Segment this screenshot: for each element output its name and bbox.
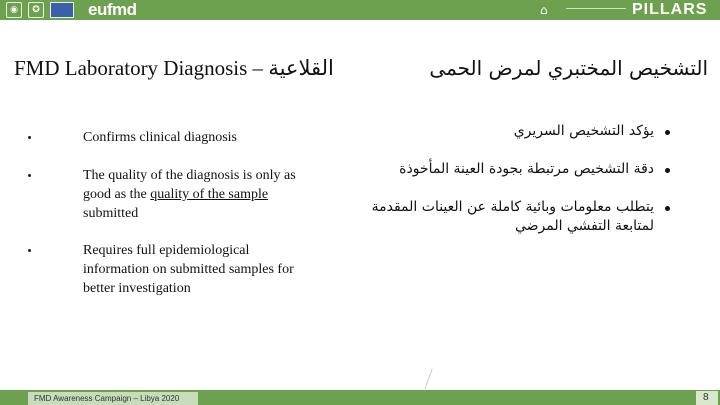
pillars-emblem-icon: ⌂ xyxy=(540,3,548,17)
bullet-text: دقة التشخيص مرتبطة بجودة العينة المأخوذة xyxy=(399,161,654,177)
bullet-text: Confirms clinical diagnosis xyxy=(83,130,237,145)
bullet-item xyxy=(28,166,318,223)
bullet-list-arabic xyxy=(354,122,654,236)
bullet-dot xyxy=(28,174,31,177)
slide-title-arabic: التشخيص المختبري لمرض الحمى xyxy=(429,56,708,80)
bullet-text: submitted xyxy=(83,206,139,221)
decorative-line xyxy=(424,368,432,389)
bullet-text: The quality of the diagnosis is only as good as the xyxy=(83,168,296,202)
bullet-item xyxy=(354,160,654,179)
bullet-dot xyxy=(28,249,31,252)
bullet-item xyxy=(28,241,318,298)
bullet-item xyxy=(28,128,318,147)
eu-flag-icon xyxy=(50,2,74,18)
footer-campaign-text: FMD Awareness Campaign – Libya 2020 xyxy=(34,394,180,403)
emblem-logo-icon: ✪ xyxy=(28,2,44,18)
bullet-list-english xyxy=(28,128,318,298)
brand-logo: eufmd xyxy=(88,0,137,19)
bullet-dot xyxy=(28,136,31,139)
bullet-dot xyxy=(665,206,670,211)
bullet-text: Requires full epidemiological information on submitted samples for better investigation xyxy=(83,243,294,296)
underlined-phrase: quality of the sample xyxy=(150,187,269,202)
bullet-dot xyxy=(665,168,670,173)
bullet-text: يتطلب معلومات وبائية كاملة عن العينات المقدمة لمتابعة التفشي المرضي xyxy=(371,199,654,234)
bullet-dot xyxy=(665,130,670,135)
pillars-logo: PILLARS xyxy=(632,1,708,18)
bullet-item xyxy=(354,198,654,236)
bullet-text: يؤكد التشخيص السريري xyxy=(513,123,654,139)
page-number: 8 xyxy=(703,392,709,403)
fao-logo-icon: ◉ xyxy=(6,2,22,18)
pillars-divider xyxy=(566,8,626,9)
slide-title-english: FMD Laboratory Diagnosis – القلاعية xyxy=(14,56,334,80)
partner-logos xyxy=(6,2,74,18)
bullet-item xyxy=(354,122,654,141)
